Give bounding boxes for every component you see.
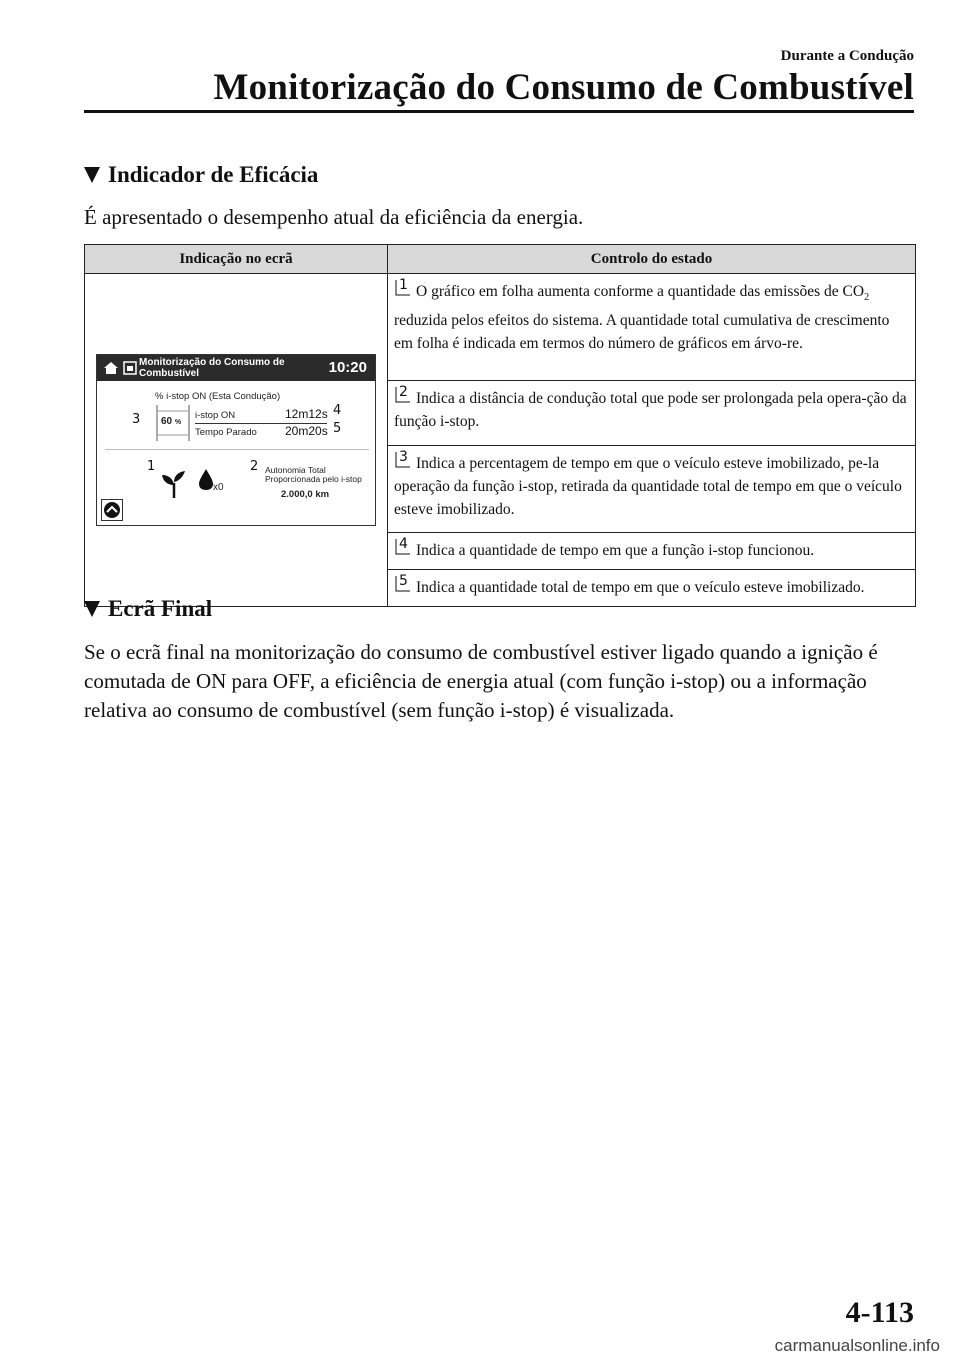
istop-on-value: 12m12s	[285, 407, 328, 421]
stop-time-value: 20m20s	[285, 424, 328, 438]
number-marker	[394, 450, 412, 470]
row-text: O gráfico em folha aumenta conforme a quantidade das emissões de	[416, 283, 839, 300]
leaf-icon	[199, 469, 213, 491]
number-marker	[394, 537, 412, 557]
row-text: Indica a distância de condução total que pode ser prolongada pela opera-ção da função i-stop.	[394, 390, 907, 430]
row-text-rest: reduzida pelos efeitos do sistema. A quantidade total cumulativa de crescimento em folha é indicada em termos do número de gráficos em árvo-re.	[394, 312, 890, 353]
number-text: 3	[399, 449, 408, 465]
status-cell-2	[388, 381, 916, 446]
row-text: Indica a percentagem de tempo em que o veículo esteve imobilizado, pe-la operação da função i-stop, retirada da quantidade total de tempo em que o veículo esteve imobilizado.	[394, 455, 902, 518]
row-text: Indica a quantidade de tempo em que a função i-stop funcionou.	[416, 542, 815, 559]
up-arrow-icon	[102, 500, 122, 520]
number-marker	[394, 574, 412, 594]
range-label-2: Proporcionada pelo i-stop	[265, 474, 362, 484]
number-text: 4	[399, 536, 408, 552]
row-text-co: CO	[842, 283, 865, 300]
status-cell-4	[388, 533, 916, 570]
percent-unit: %	[174, 419, 182, 426]
screen-title-line1: Monitorização do Consumo de	[139, 357, 285, 368]
table-header-status: Controlo do estado	[388, 245, 916, 274]
page-title: Monitorização do Consumo de Combustível	[213, 67, 914, 108]
number-text: 5	[399, 573, 408, 589]
section-heading-text: Ecrã Final	[108, 596, 213, 621]
percent-value	[161, 416, 181, 427]
intro-paragraph: É apresentado o desempenho atual da eficiência da energia.	[84, 205, 584, 229]
number-marker	[394, 385, 412, 405]
sprout-icon	[161, 469, 187, 499]
header-rule	[84, 110, 914, 113]
display-screen	[96, 354, 376, 526]
screen-title-line2: Combustível	[139, 368, 200, 379]
screen-cell	[85, 274, 388, 607]
section-heading-text: Indicador de Eficácia	[108, 162, 319, 187]
percent-number: 60	[161, 416, 173, 427]
screen-title-bar	[97, 355, 375, 381]
istop-heading: % i-stop ON (Esta Condução)	[155, 391, 281, 402]
final-screen-paragraph: Se o ecrã final na monitorização do consumo de combustível estiver ligado quando a ignição é comutada de ON para OFF, a eficiência de energia atual (com função i-stop) ou a informação relativa ao consumo de combustível (sem função i-stop) é visualizada.	[84, 640, 878, 722]
row-text-subscript: 2	[864, 292, 870, 304]
section-heading-final-screen	[84, 596, 212, 622]
callout-1: 1	[147, 459, 156, 474]
tree-count: x0	[213, 482, 224, 493]
status-cell-5	[388, 570, 916, 607]
range-label-1: Autonomia Total	[265, 465, 326, 475]
home-icon	[103, 361, 119, 375]
callout-5: 5	[333, 421, 342, 436]
table-header-row	[85, 245, 916, 274]
table-row	[85, 274, 916, 381]
triangle-bullet-icon	[84, 167, 100, 183]
table-header-display: Indicação no ecrã	[85, 245, 388, 274]
istop-on-label: i-stop ON	[195, 410, 236, 421]
watermark: carmanualsonline.info	[774, 1336, 940, 1355]
page-number: 4-113	[845, 1296, 914, 1329]
row-text: Indica a quantidade total de tempo em que o veículo esteve imobilizado.	[416, 579, 865, 596]
screen-clock: 10:20	[328, 359, 367, 376]
info-table	[84, 244, 916, 607]
triangle-bullet-icon	[84, 601, 100, 617]
status-cell-3	[388, 446, 916, 533]
screen-divider	[105, 449, 369, 450]
scroll-up-button[interactable]	[101, 499, 123, 521]
header-subtitle: Durante a Condução	[780, 48, 914, 64]
callout-3: 3	[132, 412, 141, 427]
range-value: 2.000,0 km	[281, 489, 330, 500]
callout-4: 4	[333, 403, 342, 418]
stop-time-label: Tempo Parado	[195, 427, 257, 438]
number-marker	[394, 278, 412, 298]
callout-2: 2	[250, 459, 259, 474]
status-cell-1	[388, 274, 916, 381]
section-heading-efficiency	[84, 162, 318, 188]
screen-title	[139, 357, 285, 379]
number-text: 1	[399, 277, 408, 293]
app-icon	[123, 361, 137, 375]
number-text: 2	[399, 384, 408, 400]
